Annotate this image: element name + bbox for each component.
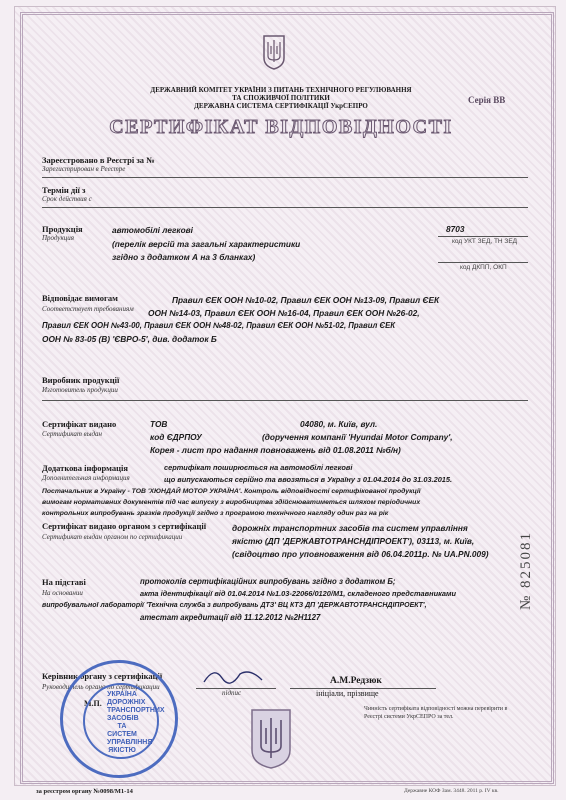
- manufacturer-sublabel: Изготовитель продукции: [42, 386, 118, 394]
- basis-line-3: випробувальної лабораторії 'Технічна служба з випробувань ДТЗ' ВЦ КТЗ ДП 'ДЕРЖАВТОТРАНСНДІПРОЕКТ',: [42, 602, 427, 609]
- requirements-label: Відповідає вимогам: [42, 293, 118, 303]
- issued-by-line-2: якістю (ДП 'ДЕРЖАВТОТРАНСНДІПРОЕКТ'), 03113, м. Київ,: [232, 536, 475, 546]
- additional-line-4: вимогам нормативних документів під час випуску з виробництва здійснюватиметься шляхом періодичних: [42, 499, 421, 506]
- requirements-line-1: Правил ЄЕК ООН №10-02, Правил ЄЕК ООН №13-09, Правил ЄЕК: [172, 295, 440, 305]
- divider: [42, 400, 528, 401]
- issued-by-label: Сертифікат видано органом з сертифікації: [42, 521, 207, 531]
- registered-label: Зареєстровано в Реєстрі за №: [42, 155, 155, 165]
- issued-to-line-1a: ТОВ: [150, 419, 168, 429]
- issued-to-line-2a: код ЄДРПОУ: [150, 432, 202, 442]
- basis-line-4: атестат акредитації від 11.12.2012 №2Н1127: [140, 613, 321, 622]
- hologram-trident-icon: [248, 706, 294, 770]
- validity-note: Чинність сертифіката відповідності можна перевірити в Реєстрі системи УкрСЕПРО за тел.: [364, 706, 508, 720]
- series-value: ВВ: [493, 95, 506, 105]
- certificate-title: СЕРТИФІКАТ ВІДПОВІДНОСТІ: [109, 116, 453, 138]
- product-code-label-1: код УКТ ЗЕД, ТН ЗЕД: [452, 238, 518, 245]
- product-line-1: автомобілі легкові: [112, 225, 193, 235]
- requirements-line-3: Правил ЄЕК ООН №43-00, Правил ЄЕК ООН №48-02, Правил ЄЕК ООН №51-02, Правил ЄЕК: [42, 321, 396, 330]
- print-footnote: Державне КОФ Зам. 3448. 2011 р. IV кв.: [404, 788, 499, 794]
- additional-line-2: що випускаються серійно та ввозяться в Україну з 01.04.2014 до 31.03.2015.: [164, 475, 453, 484]
- issued-to-sublabel: Сертификат выдан: [42, 430, 102, 438]
- series-label-text: Серія: [468, 95, 491, 105]
- product-code: 8703: [446, 224, 465, 234]
- name-label: ініціали, прізвище: [316, 689, 379, 698]
- sign-label: підпис: [222, 689, 242, 697]
- header-line-3: ДЕРЖАВНА СИСТЕМА СЕРТИФІКАЦІЇ УкрСЕПРО: [194, 102, 368, 110]
- basis-line-1: протоколів сертифікаційних випробувань згідно з додатком Б;: [140, 577, 396, 586]
- issued-to-line-2b: (доручення компанії 'Hyundai Motor Company',: [262, 432, 453, 442]
- series-label: [468, 96, 505, 106]
- registered-sublabel: Зарегистрирован в Реестре: [42, 165, 126, 173]
- registry-footnote: за реєстром органу №0098/М1-14: [36, 788, 133, 795]
- basis-sublabel: На основании: [42, 589, 83, 597]
- additional-label: Додаткова інформація: [42, 463, 128, 473]
- product-sublabel: Продукция: [42, 234, 75, 242]
- issued-to-line-1b: 04080, м. Київ, вул.: [300, 419, 378, 429]
- trident-emblem-icon: [262, 34, 286, 70]
- header-line-2: ТА СПОЖИВЧОЇ ПОЛІТИКИ: [232, 94, 330, 102]
- product-code-label-2: код ДКПП, ОКП: [460, 264, 507, 271]
- term-sublabel: Срок действия с: [42, 195, 92, 203]
- mp-mark: М.П.: [84, 699, 102, 708]
- product-label: Продукція: [42, 224, 83, 234]
- additional-line-5: контрольних випробувань зразків продукції згідно з програмою технічного нагляду один раз на рік: [42, 510, 389, 517]
- basis-line-2: акта ідентифікації від 01.04.2014 №1.03-22066/0120/М1, складеного представниками: [140, 589, 457, 598]
- manufacturer-label: Виробник продукції: [42, 375, 120, 385]
- issued-to-line-3: Корея - лист про надання повноважень від 01.08.2011 №б/н): [150, 445, 401, 455]
- issued-by-sublabel: Сертификат выдан органом по сертификации: [42, 533, 183, 541]
- product-line-2: (перелік версій та загальні характеристики: [112, 239, 301, 249]
- serial-number: № 825081: [518, 530, 534, 610]
- stamp-text: УКРАЇНА ДОРОЖНІХ ТРАНСПОРТНИХ ЗАСОБІВ ТА СИСТЕМ УПРАВЛІННЯ ЯКІСТЮ: [107, 691, 165, 755]
- header-line-1: ДЕРЖАВНИЙ КОМІТЕТ УКРАЇНИ З ПИТАНЬ ТЕХНІЧНОГО РЕГУЛЮВАННЯ: [150, 86, 412, 94]
- issued-to-label: Сертифікат видано: [42, 419, 117, 429]
- issued-by-line-1: дорожніх транспортних засобів та систем управління: [232, 523, 468, 533]
- requirements-line-2: ООН №14-03, Правил ЄЕК ООН №16-04, Правил ЄЕК ООН №26-02,: [148, 308, 420, 318]
- additional-sublabel: Дополнительная информация: [42, 474, 130, 482]
- signatory-name: А.М.Редзюк: [330, 676, 382, 686]
- signature-label: Керівник органу з сертифікації: [42, 671, 163, 681]
- term-label: Термін дії з: [42, 185, 86, 195]
- issued-by-line-3: (свідоцтво про уповноваження від 06.04.2011р. № UA.PN.009): [232, 549, 489, 559]
- official-stamp: [60, 660, 178, 778]
- requirements-line-4: ООН № 83-05 (В) 'ЄВРО-5', див. додаток Б: [42, 334, 217, 344]
- additional-line-1: сертифікат поширюється на автомобілі легкові: [164, 463, 353, 472]
- divider: [438, 262, 528, 263]
- divider: [42, 177, 528, 178]
- basis-label: На підставі: [42, 577, 86, 587]
- requirements-sublabel: Соответствует требованиям: [42, 305, 134, 313]
- additional-line-3: Постачальник в Україну - ТОВ 'ХЮНДАЙ МОТОР УКРАЇНА'. Контроль відповідності сертифікованої продукції: [42, 488, 421, 495]
- divider: [42, 207, 528, 208]
- signature-scribble-icon: [200, 664, 270, 688]
- product-line-3: згідно з додатком А на 3 бланках): [112, 252, 256, 262]
- divider: [438, 236, 528, 237]
- signature-sublabel: Руководитель органа по сертификации: [42, 683, 160, 691]
